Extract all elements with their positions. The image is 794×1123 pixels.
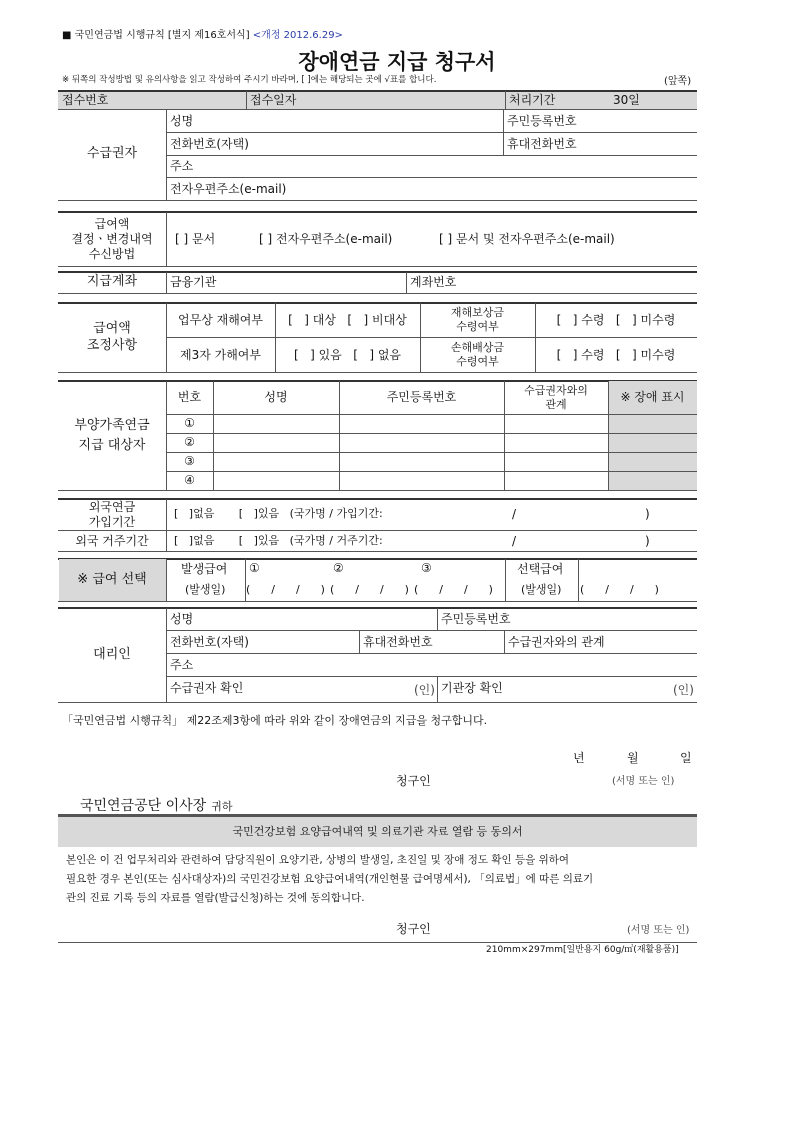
date-month[interactable]: 월: [627, 751, 639, 765]
family-row-number: ④: [184, 473, 195, 487]
agent-rrn-field[interactable]: 주민등록번호: [441, 612, 511, 626]
agent-name-field[interactable]: 성명: [170, 612, 194, 626]
selected-date-label: (발생일): [521, 583, 562, 596]
foreign-pension-close: ): [645, 507, 650, 521]
account-number-field[interactable]: 계좌번호: [410, 275, 457, 289]
processing-period-label: 처리기간: [509, 93, 556, 107]
bank-field[interactable]: 금융기관: [170, 275, 217, 289]
receipt-number-label: 접수번호: [62, 93, 109, 107]
consent-line-2: 필요한 경우 본인(또는 심사대상자)의 국민건강보험 요양급여내역(개인현물 급여명세서), 「의료법」에 따른 의료기: [66, 873, 594, 885]
occurred-benefit-label: 발생급여: [181, 562, 228, 576]
law-reference-text: ■ 국민연금법 시행규칙 [별지 제16호서식]: [62, 30, 250, 41]
consent-line-1: 본인은 이 건 업무처리와 관련하여 담당직원이 요양기관, 상병의 발생일, 초진일 및 장애 정도 확인 등을 위하여: [66, 854, 570, 866]
family-section-label: 부양가족연금 지급 대상자: [74, 418, 150, 453]
claimant-phone-field[interactable]: 전화번호(자택): [170, 137, 249, 151]
family-header-rrn: 주민등록번호: [386, 390, 457, 404]
agent-phone-field[interactable]: 전화번호(자택): [170, 635, 249, 649]
instruction-note: ※ 뒤쪽의 작성방법 및 유의사항을 읽고 작성하여 주시기 바라며, [ ]에는 해당되는 곳에 √표를 합니다.: [62, 75, 437, 85]
date-year[interactable]: 년: [573, 751, 585, 765]
processing-period-value: 30일: [613, 93, 640, 107]
family-row-number: ③: [184, 454, 195, 468]
chief-confirm-label: 기관장 확인: [441, 681, 503, 695]
family-header-relation: 수급권자와의 관계: [524, 383, 588, 411]
account-section-label: 지급계좌: [86, 274, 138, 290]
compensation-options[interactable]: [ ] 수령 [ ] 미수령: [556, 312, 676, 327]
benefit-section-label: ※ 급여 선택: [77, 571, 147, 587]
form-title: 장애연금 지급 청구서: [298, 50, 496, 74]
foreign-pension-label: 외국연금 가입기간: [88, 499, 136, 529]
consent-title: 국민건강보험 요양급여내역 및 의료기관 자료 열람 등 동의서: [232, 825, 523, 839]
work-injury-label: 업무상 재해여부: [178, 312, 263, 327]
claimant-name-field[interactable]: 성명: [170, 114, 194, 128]
foreign-pension-slash: /: [512, 507, 517, 521]
damages-options[interactable]: [ ] 수령 [ ] 미수령: [556, 347, 676, 362]
date-day[interactable]: 일: [680, 751, 692, 765]
claimant-confirm-label: 수급권자 확인: [170, 681, 244, 695]
benefit-option-2: ②: [333, 561, 344, 575]
foreign-stay-label: 외국 거주기간: [75, 533, 149, 548]
notice-both-checkbox[interactable]: [ ] 문서 및 전자우편주소(e-mail): [439, 232, 615, 246]
recipient: [80, 797, 233, 813]
page-side: (앞쪽): [664, 76, 692, 87]
foreign-stay-close: ): [645, 534, 650, 548]
claimant-seal[interactable]: (인): [414, 683, 435, 697]
receipt-date-label: 접수일자: [250, 93, 297, 107]
recipient-honorific: 귀하: [211, 800, 233, 813]
benefit-date-3[interactable]: ( / / ): [414, 583, 493, 596]
selected-benefit-label: 선택급여: [517, 562, 564, 576]
law-reference: [62, 31, 343, 41]
adjustment-section-label: 급여액 조정사항: [86, 321, 138, 353]
declaration-text: 「국민연금법 시행규칙」 제22조제3항에 따라 위와 같이 장애연금의 지급을 청구합니다.: [62, 714, 488, 727]
benefit-option-1: ①: [249, 561, 260, 575]
third-party-label: 제3자 가해여부: [179, 347, 261, 362]
foreign-stay-options[interactable]: [ ]없음 [ ]있음 (국가명 / 거주기간:: [174, 534, 383, 547]
claimant-email-field[interactable]: 전자우편주소(e-mail): [170, 182, 287, 196]
claimant-address-field[interactable]: 주소: [170, 159, 194, 173]
foreign-stay-slash: /: [512, 534, 517, 548]
third-party-options[interactable]: [ ] 있음 [ ] 없음: [293, 347, 402, 362]
compensation-label: 재해보상금 수령여부: [450, 306, 505, 333]
family-row-number: ①: [184, 416, 195, 430]
agent-mobile-field[interactable]: 휴대전화번호: [363, 635, 433, 649]
consent-signature[interactable]: (서명 또는 인): [627, 925, 690, 936]
family-header-disability: ※ 장애 표시: [620, 390, 685, 404]
receipt-row: [58, 91, 697, 109]
benefit-option-3: ③: [421, 561, 432, 575]
agent-address-field[interactable]: 주소: [170, 658, 194, 672]
amendment-date: <개정 2012.6.29>: [252, 30, 343, 41]
family-header-number: 번호: [177, 390, 202, 404]
agent-section-label: 대리인: [93, 646, 131, 662]
agent-relation-field[interactable]: 수급권자와의 관계: [508, 635, 605, 649]
claimant-mobile-field[interactable]: 휴대전화번호: [507, 137, 577, 151]
family-row-number: ②: [184, 435, 195, 449]
notice-document-checkbox[interactable]: [ ] 문서: [175, 232, 216, 246]
consent-claimant-label: 청구인: [396, 922, 431, 936]
damages-label: 손해배상금 수령여부: [450, 341, 505, 368]
foreign-pension-options[interactable]: [ ]없음 [ ]있음 (국가명 / 가입기간:: [174, 507, 383, 520]
claimant-signature[interactable]: (서명 또는 인): [612, 776, 675, 787]
consent-line-3: 관의 진료 기록 등의 자료를 열람(발급신청)하는 것에 동의합니다.: [66, 892, 365, 904]
claimant-rrn-field[interactable]: 주민등록번호: [507, 114, 577, 128]
family-header-name: 성명: [264, 390, 288, 404]
chief-seal[interactable]: (인): [673, 683, 694, 697]
benefit-date-2[interactable]: ( / / ): [330, 583, 409, 596]
benefit-date-1[interactable]: ( / / ): [246, 583, 325, 596]
notice-method-label: 급여액 결정ㆍ변경내역 수신방법: [71, 216, 153, 261]
paper-spec: 210mm×297mm[일반용지 60g/㎡(재활용품)]: [486, 945, 679, 955]
recipient-name: 국민연금공단 이사장: [80, 798, 207, 814]
work-injury-options[interactable]: [ ] 대상 [ ] 비대상: [288, 312, 407, 327]
claimant-section-label: 수급권자: [86, 146, 138, 162]
occurred-date-label: (발생일): [185, 583, 226, 596]
selected-benefit-date[interactable]: ( / / ): [580, 583, 659, 596]
claimant-label: 청구인: [396, 774, 431, 788]
notice-email-checkbox[interactable]: [ ] 전자우편주소(e-mail): [259, 232, 393, 246]
